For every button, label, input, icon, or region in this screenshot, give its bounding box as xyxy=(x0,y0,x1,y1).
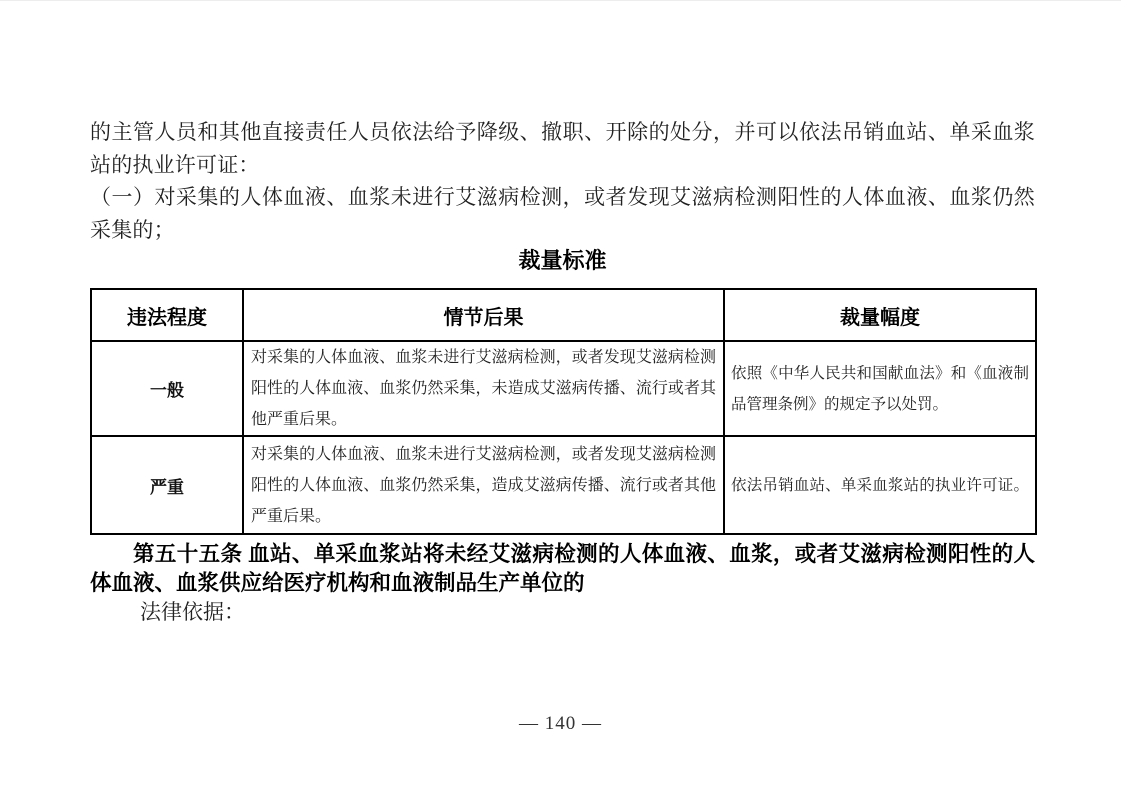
range-cell xyxy=(724,436,1036,534)
consequence-line: 他严重后果。 xyxy=(251,411,348,428)
consequence-line: 对采集的人体血液、血浆未进行艾滋病检测，或者发现艾滋病检测 xyxy=(251,445,716,463)
range-line: 依照《中华人民共和国献血法》和《血液制 xyxy=(731,364,1029,382)
consequence-cell xyxy=(243,341,724,436)
intro-line: 的主管人员和其他直接责任人员依法给予降级、撤职、开除的处分，并可以依法吊销血站、单采血浆 xyxy=(90,120,1035,144)
consequence-line: 阳性的人体血液、血浆仍然采集，未造成艾滋病传播、流行或者其 xyxy=(251,380,716,397)
article-line: 体血液、血浆供应给医疗机构和血液制品生产单位的 xyxy=(90,571,585,595)
column-header-violation-level: 违法程度 xyxy=(91,289,243,341)
range-line: 品管理条例》的规定予以处罚。 xyxy=(731,395,949,413)
table-row xyxy=(91,341,1036,436)
range-line: 依法吊销血站、单采血浆站的执业许可证。 xyxy=(731,476,1029,494)
table-header-row xyxy=(91,289,1036,341)
intro-line: 站的执业许可证： xyxy=(90,152,260,177)
intro-line: 采集的； xyxy=(90,217,175,242)
level-cell: 一般 xyxy=(91,341,243,436)
consequence-cell xyxy=(243,436,724,534)
column-header-discretion-range: 裁量幅度 xyxy=(724,289,1036,341)
consequence-line: 严重后果。 xyxy=(251,507,332,525)
section-title: 裁量标准 xyxy=(518,248,607,273)
discretion-standard-table xyxy=(90,288,1037,535)
intro-line: （一）对采集的人体血液、血浆未进行艾滋病检测，或者发现艾滋病检测阳性的人体血液、血浆仍然 xyxy=(90,185,1035,209)
consequence-line: 对采集的人体血液、血浆未进行艾滋病检测，或者发现艾滋病检测 xyxy=(251,349,716,366)
level-cell: 严重 xyxy=(91,436,243,534)
intro-paragraph xyxy=(90,116,1035,246)
page-number: — 140 — xyxy=(519,713,602,734)
legal-basis-label: 法律依据： xyxy=(140,600,245,624)
page-content xyxy=(90,116,1035,627)
table-row xyxy=(91,436,1036,534)
article-line: 第五十五条 血站、单采血浆站将未经艾滋病检测的人体血液、血浆，或者艾滋病检测阳性的人 xyxy=(133,542,1035,566)
range-cell xyxy=(724,341,1036,436)
consequence-line: 阳性的人体血液、血浆仍然采集，造成艾滋病传播、流行或者其他 xyxy=(251,476,716,494)
column-header-circumstance: 情节后果 xyxy=(243,289,724,341)
article-55-paragraph xyxy=(90,540,1035,598)
